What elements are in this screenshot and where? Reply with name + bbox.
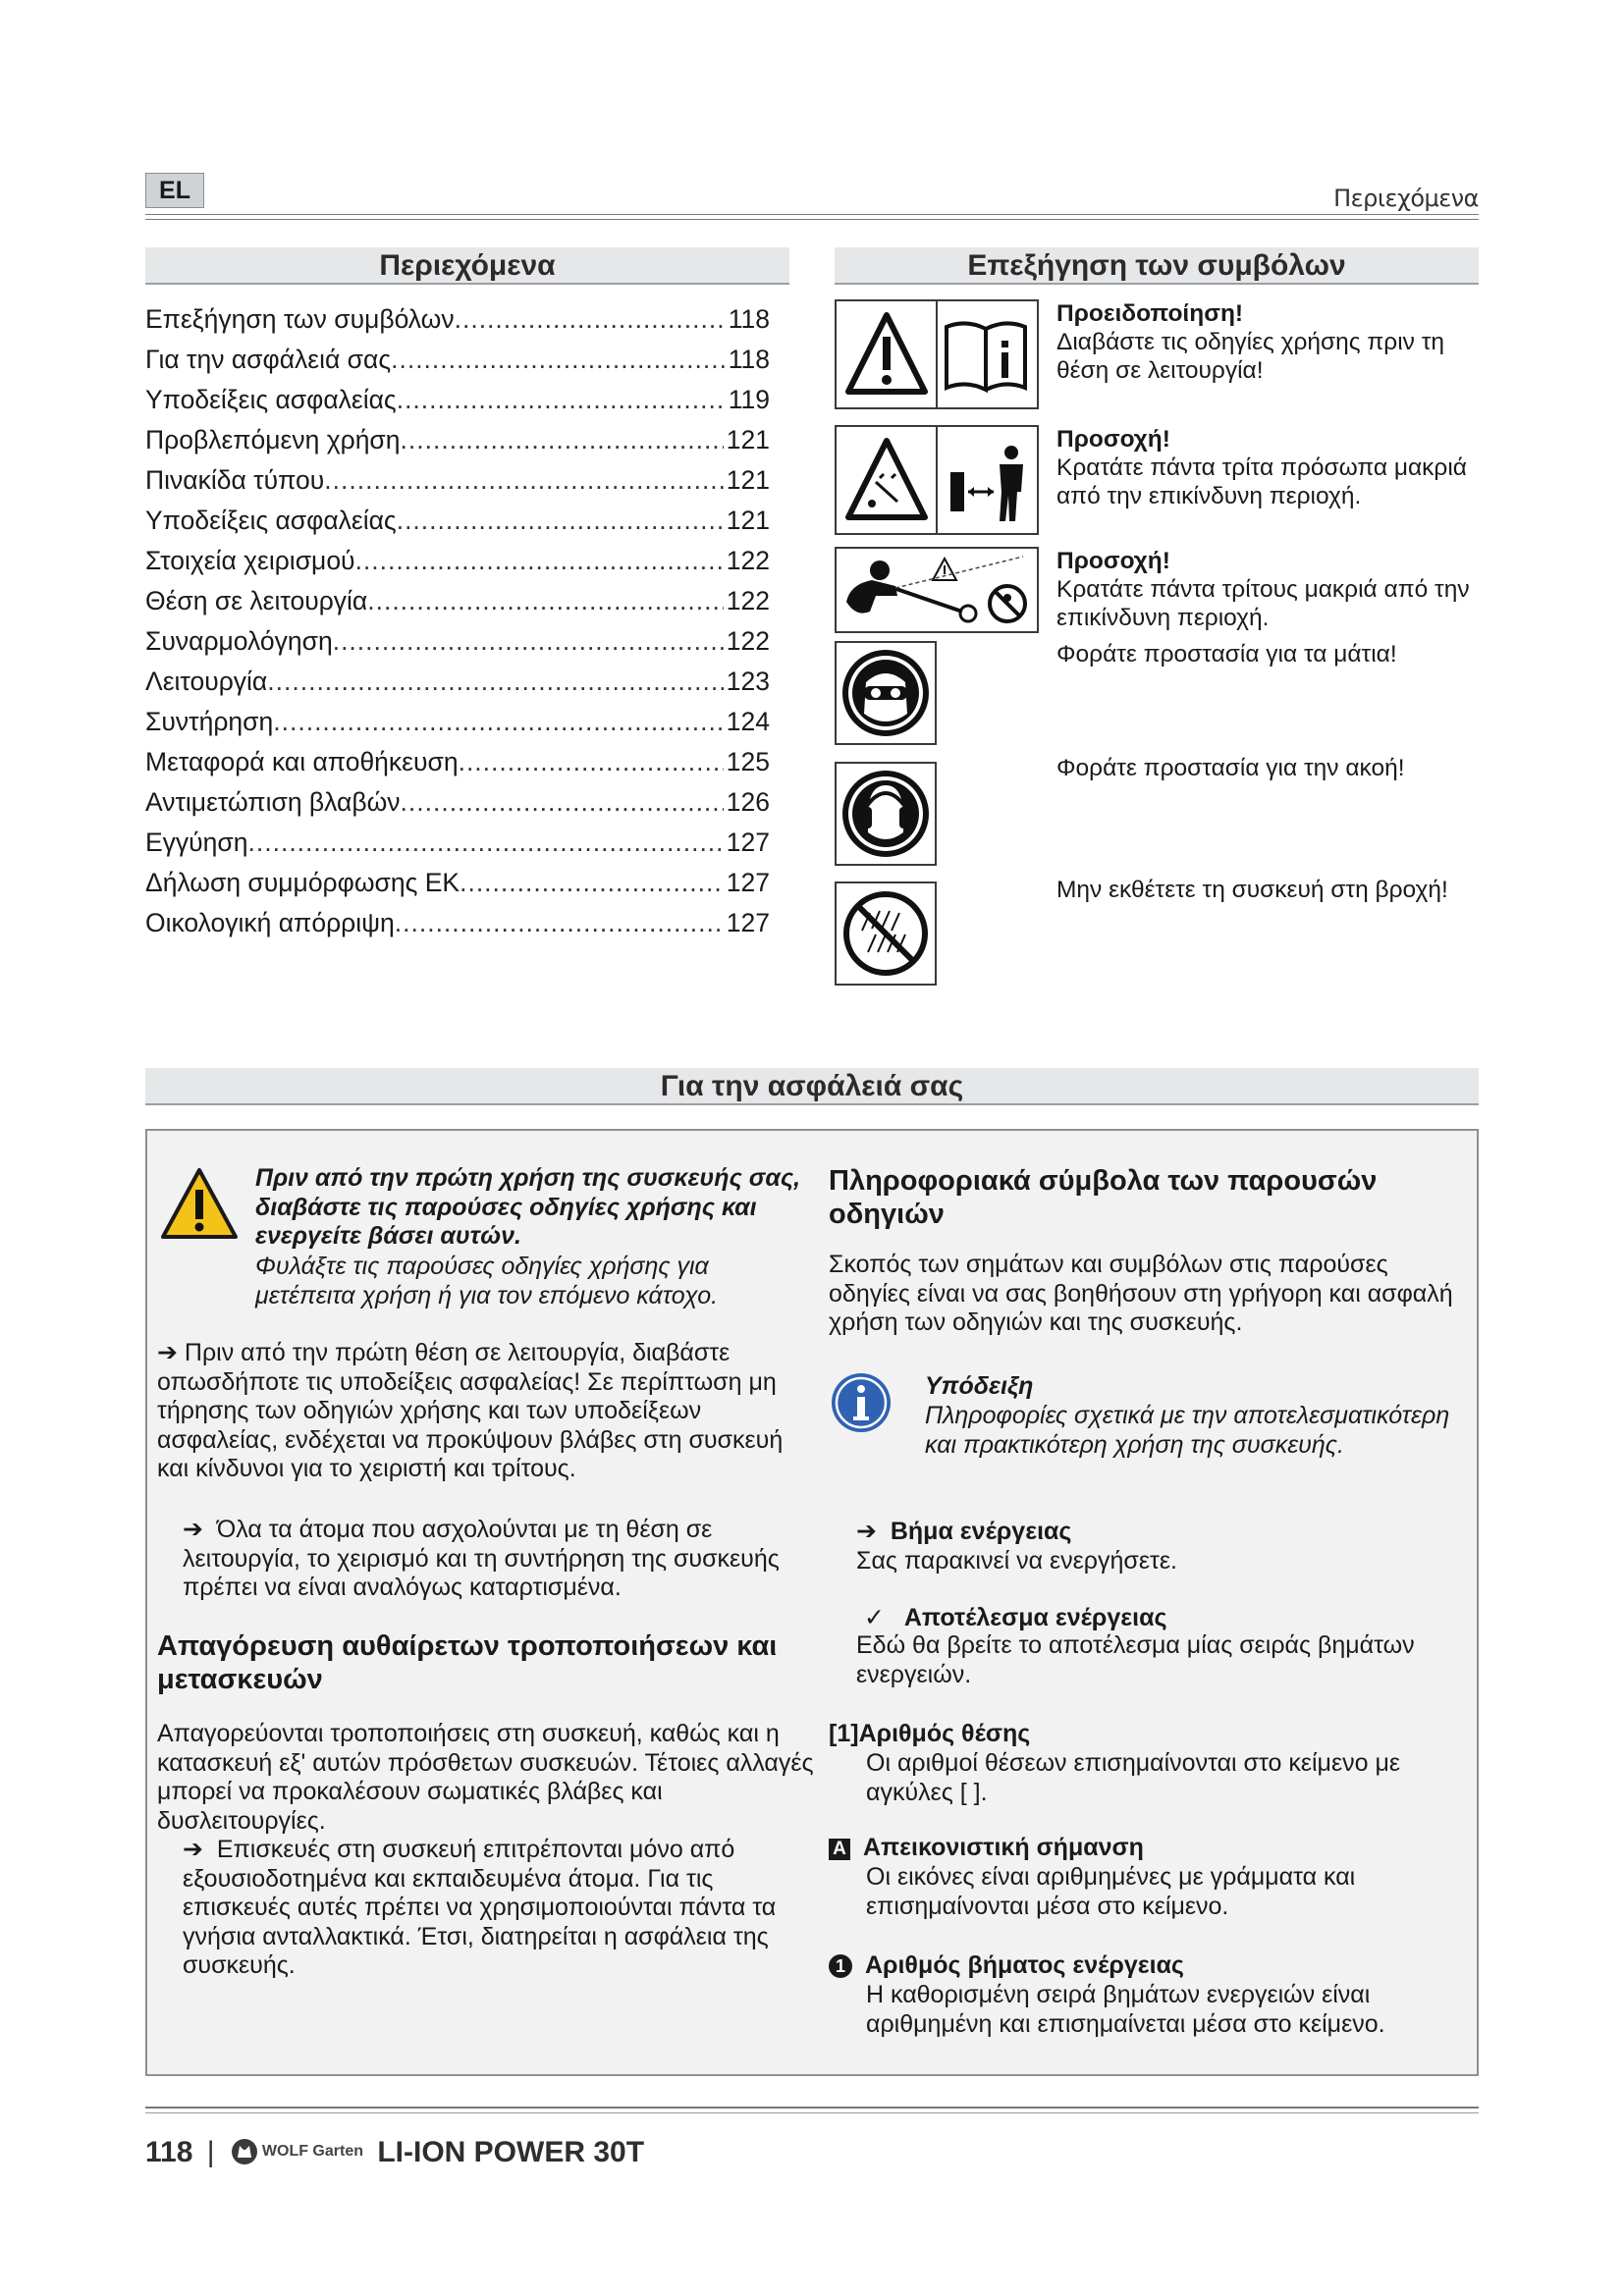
position-text: Οι αριθμοί θέσεων επισημαίνονται στο κείμενο με αγκύλες [ ]. xyxy=(866,1749,1400,1806)
toc-entry-title: Επεξήγηση των συμβόλων xyxy=(145,304,455,334)
toc-dot-leader xyxy=(397,501,724,541)
position-title-row xyxy=(829,1720,1437,1749)
toc-entry-page: 121 xyxy=(726,506,770,535)
toc-dot-leader xyxy=(401,420,724,460)
note-text: Πληροφορίες σχετικά με την αποτελεσματικότερη και πρακτικότερη χρήση της συσκευής. xyxy=(925,1402,1450,1459)
no-rain-icon xyxy=(837,883,935,984)
symbols-heading: Επεξήγηση των συμβόλων xyxy=(835,247,1479,285)
toc-dot-leader xyxy=(397,380,726,420)
info-symbols-title: Πληροφοριακά σύμβολα των παρουσών οδηγιών xyxy=(829,1165,1378,1230)
symbol-row-trimmer xyxy=(835,547,1483,667)
toc-entry-title: Δήλωση συμμόρφωσης ΕΚ xyxy=(145,868,460,897)
action-number-title-row xyxy=(829,1951,1457,1981)
result-title: Αποτέλεσμα ενέργειας xyxy=(903,1604,1167,1631)
toc-row[interactable] xyxy=(145,420,770,460)
step-number-badge: 1 xyxy=(829,1954,852,1978)
hearing-protection-symbol xyxy=(835,762,937,866)
warning-keep-instructions: Φυλάξτε τις παρούσες οδηγίες χρήσης για μετέπειτα χρήση ή για τον επόμενο κάτοχο. xyxy=(255,1253,719,1309)
toc-entry-page: 118 xyxy=(728,304,770,334)
toc-entry-page: 127 xyxy=(726,868,770,897)
toc-list xyxy=(145,299,770,943)
toc-dot-leader xyxy=(367,581,724,621)
toc-entry-page: 123 xyxy=(726,667,770,696)
symbol-description-eye: Φοράτε προστασία για τα μάτια! xyxy=(1056,641,1397,667)
toc-entry-page: 122 xyxy=(726,586,770,615)
action-number-title: Αριθμός βήματος ενέργειας xyxy=(864,1951,1184,1979)
figure-text: Οι εικόνες είναι αριθμημένες με γράμματα και επισημαίνονται μέσα στο κείμενο. xyxy=(866,1863,1356,1920)
warning-read-manual-symbol xyxy=(835,299,1039,409)
prohibition-arrow xyxy=(183,1836,811,1981)
warning-read-instructions: Πριν από την πρώτη χρήση της συσκευής σας, διαβάστε τις παρούσες οδηγίες χρήσης και ενεργείτε βάσει αυτών. xyxy=(255,1164,801,1250)
symbol-text xyxy=(1056,547,1489,668)
result-text: Εδώ θα βρείτε το αποτέλεσμα μίας σειράς βημάτων ενεργειών. xyxy=(856,1631,1415,1688)
arrow-right-icon: ➔ xyxy=(157,1339,178,1366)
toc-dot-leader xyxy=(267,662,724,702)
symbol-title: Προσοχή! xyxy=(1056,548,1170,574)
toc-dot-leader xyxy=(355,541,724,581)
footer-separator: | xyxy=(206,2136,215,2168)
toc-dot-leader xyxy=(395,903,724,943)
toc-dot-leader xyxy=(401,782,724,823)
eye-protection-icon xyxy=(837,643,935,743)
footer-rule xyxy=(145,2107,1479,2113)
toc-entry-title: Λειτουργία xyxy=(145,667,268,696)
safety-heading: Για την ασφάλειά σας xyxy=(145,1068,1479,1105)
toc-entry-page: 125 xyxy=(726,747,770,776)
toc-entry-title: Πινακίδα τύπου xyxy=(145,465,325,495)
action-number-text: Η καθορισμένη σειρά βημάτων ενεργειών είναι αριθμημένη και επισημαίνεται μέσα στο κείμενο. xyxy=(866,1981,1385,2038)
toc-entry-page: 126 xyxy=(726,787,770,817)
toc-row[interactable] xyxy=(145,863,770,903)
safety-arrow-1 xyxy=(157,1339,785,1484)
toc-entry-page: 121 xyxy=(726,425,770,454)
toc-dot-leader xyxy=(455,299,726,340)
brand-name: WOLF Garten xyxy=(261,2143,363,2160)
safety-arrow-2 xyxy=(183,1516,791,1603)
symbol-text xyxy=(1056,425,1489,510)
symbol-description: Διαβάστε τις οδηγίες χρήσης πριν τη θέση σε λειτουργία! xyxy=(1056,329,1445,384)
toc-row[interactable] xyxy=(145,299,770,340)
toc-entry-page: 119 xyxy=(728,385,770,414)
brand-logo xyxy=(231,2138,369,2165)
step-text: Σας παρακινεί να ενεργήσετε. xyxy=(856,1547,1177,1575)
toc-dot-leader xyxy=(460,863,724,903)
position-marker: [1] xyxy=(829,1720,859,1747)
toc-row[interactable] xyxy=(145,380,770,420)
safety-box xyxy=(145,1129,1479,2076)
toc-entry-page: 127 xyxy=(726,828,770,857)
eye-protection-symbol xyxy=(835,641,937,745)
arrow-right-icon: ➔ xyxy=(183,1516,203,1543)
warning-triangle-icon xyxy=(848,315,925,392)
figure-title-row xyxy=(829,1834,1457,1863)
header-rule xyxy=(145,214,1479,220)
toc-dot-leader xyxy=(324,460,724,501)
arrow-right-icon: ➔ xyxy=(183,1836,203,1863)
check-mark-icon: ✓ xyxy=(864,1604,885,1631)
toc-row[interactable] xyxy=(145,662,770,702)
language-tag: EL xyxy=(145,173,204,208)
figure-title: Απεικονιστική σήμανση xyxy=(862,1834,1144,1861)
result-title-row xyxy=(864,1604,1453,1633)
prohibition-title: Απαγόρευση αυθαίρετων τροποποιήσεων και μετασκευών xyxy=(157,1630,778,1695)
toc-row[interactable] xyxy=(145,621,770,662)
toc-dot-leader xyxy=(273,702,724,742)
no-persons-icon xyxy=(990,586,1025,621)
toc-entry-title: Θέση σε λειτουργία xyxy=(145,586,368,615)
toc-row[interactable] xyxy=(145,581,770,621)
safety-arrow-2-text: Όλα τα άτομα που ασχολούνται με τη θέση σε λειτουργία, το χειρισμό και τη συντήρηση της συσκευής πρέπει να είναι αναλόγως καταρτισμένα. xyxy=(183,1516,780,1601)
small-warning-icon xyxy=(933,559,956,580)
symbol-title: Προειδοποίηση! xyxy=(1056,300,1244,327)
keep-distance-symbol xyxy=(835,425,1039,535)
toc-entry-title: Συναρμολόγηση xyxy=(145,626,333,656)
toc-entry-page: 127 xyxy=(726,908,770,937)
toc-entry-title: Υποδείξεις ασφαλείας xyxy=(145,506,397,535)
toc-entry-page: 118 xyxy=(728,345,770,374)
operator-with-trimmer-icon xyxy=(846,561,976,621)
note-title: Υπόδειξη xyxy=(925,1372,1034,1400)
toc-entry-title: Στοιχεία χειρισμού xyxy=(145,546,355,575)
step-title-row xyxy=(856,1518,1445,1547)
no-rain-symbol xyxy=(835,881,937,986)
toc-entry-title: Μεταφορά και αποθήκευση xyxy=(145,747,459,776)
symbol-title: Προσοχή! xyxy=(1056,426,1170,453)
toc-dot-leader xyxy=(333,621,724,662)
toc-dot-leader xyxy=(248,823,724,863)
no-rain-text: Μην εκθέτετε τη συσκευή στη βροχή! xyxy=(1056,877,1448,903)
symbol-description: Κρατάτε πάντα τρίτους μακριά από την επικίνδυνη περιοχή. xyxy=(1056,576,1470,631)
position-title: Αριθμός θέσης xyxy=(858,1720,1031,1747)
toc-entry-title: Συντήρηση xyxy=(145,707,274,736)
step-title: Βήμα ενέργειας xyxy=(890,1518,1072,1545)
toc-entry-page: 122 xyxy=(726,546,770,575)
toc-entry-title: Αντιμετώπιση βλαβών xyxy=(145,787,401,817)
toc-dot-leader xyxy=(459,742,724,782)
toc-row[interactable] xyxy=(145,903,770,943)
toc-entry-title: Οικολογική απόρριψη xyxy=(145,908,395,937)
symbol-row-third-persons xyxy=(835,425,1483,535)
toc-row[interactable] xyxy=(145,460,770,501)
read-manual-icon xyxy=(947,323,1025,390)
safety-arrow-1-text: Πριν από την πρώτη θέση σε λειτουργία, διαβάστε οπωσδήποτε τις υποδείξεις ασφαλείας! Σε περίπτωση μη τήρησης των οδηγιών χρήσης και των υποδείξεων ασφαλείας, ενδέχεται να προκύψουν βλάβες στη συσκευή και κίνδυνοι για το χειριστή και τρίτους. xyxy=(157,1339,784,1482)
toc-entry-page: 122 xyxy=(726,626,770,656)
info-icon xyxy=(829,1370,893,1435)
toc-row[interactable] xyxy=(145,501,770,541)
arrow-right-icon: ➔ xyxy=(856,1518,877,1545)
toc-entry-title: Υποδείξεις ασφαλείας xyxy=(145,385,397,414)
symbol-description: Κρατάτε πάντα τρίτα πρόσωπα μακριά από την επικίνδυνη περιοχή. xyxy=(1056,454,1467,509)
prohibition-arrow-text: Επισκευές στη συσκευή επιτρέπονται μόνο από εξουσιοδοτημένα και εκπαιδευμένα άτομα. Για τις επισκευές αυτές πρέπει να χρησιμοποιούνται πάντα τα γνήσια ανταλλακτικά. Έτσι, διατηρείται η ασφάλεια της συσκευής. xyxy=(183,1836,777,1979)
toc-row[interactable] xyxy=(145,340,770,380)
symbol-text xyxy=(1056,299,1489,385)
toc-entry-page: 124 xyxy=(726,707,770,736)
flying-debris-warning-icon xyxy=(848,441,925,517)
info-symbols-text: Σκοπός των σημάτων και συμβόλων στις παρούσες οδηγίες είναι να σας βοηθήσουν στη γρήγορη και ασφαλή χρήση των οδηγιών και της συσκευής. xyxy=(829,1251,1453,1336)
symbol-row-warning xyxy=(835,299,1483,409)
prohibition-text: Απαγορεύονται τροποποιήσεις στη συσκευή, καθώς και η κατασκευή εξ' αυτών πρόσθετων συσκευών. Τέτοιες αλλαγές μπορεί να προκαλέσουν σωματικές βλάβες και δυσλειτουργίες. xyxy=(157,1720,814,1835)
toc-row[interactable] xyxy=(145,541,770,581)
toc-entry-page: 121 xyxy=(726,465,770,495)
toc-row[interactable] xyxy=(145,823,770,863)
toc-entry-title: Για την ασφάλειά σας xyxy=(145,345,392,374)
warning-triangle-icon xyxy=(159,1166,240,1241)
toc-dot-leader xyxy=(391,340,726,380)
toc-entry-title: Εγγύηση xyxy=(145,828,248,857)
toc-entry-title: Προβλεπόμενη χρήση xyxy=(145,425,401,454)
toc-row[interactable] xyxy=(145,782,770,823)
distance-person-icon xyxy=(950,446,1023,521)
hearing-protection-icon xyxy=(837,764,935,864)
trimmer-danger-zone-symbol xyxy=(835,547,1039,633)
toc-row[interactable] xyxy=(145,742,770,782)
footer xyxy=(145,2136,644,2169)
figure-letter-badge: A xyxy=(829,1839,850,1860)
toc-row[interactable] xyxy=(145,702,770,742)
running-title: Περιεχόμενα xyxy=(1333,185,1479,212)
page-number: 118 xyxy=(145,2136,193,2168)
product-name: LI-ION POWER 30T xyxy=(377,2136,645,2168)
wolf-logo-icon xyxy=(231,2138,258,2165)
toc-heading: Περιεχόμενα xyxy=(145,247,789,285)
hearing-protection-text: Φοράτε προστασία για την ακοή! xyxy=(1056,755,1405,781)
